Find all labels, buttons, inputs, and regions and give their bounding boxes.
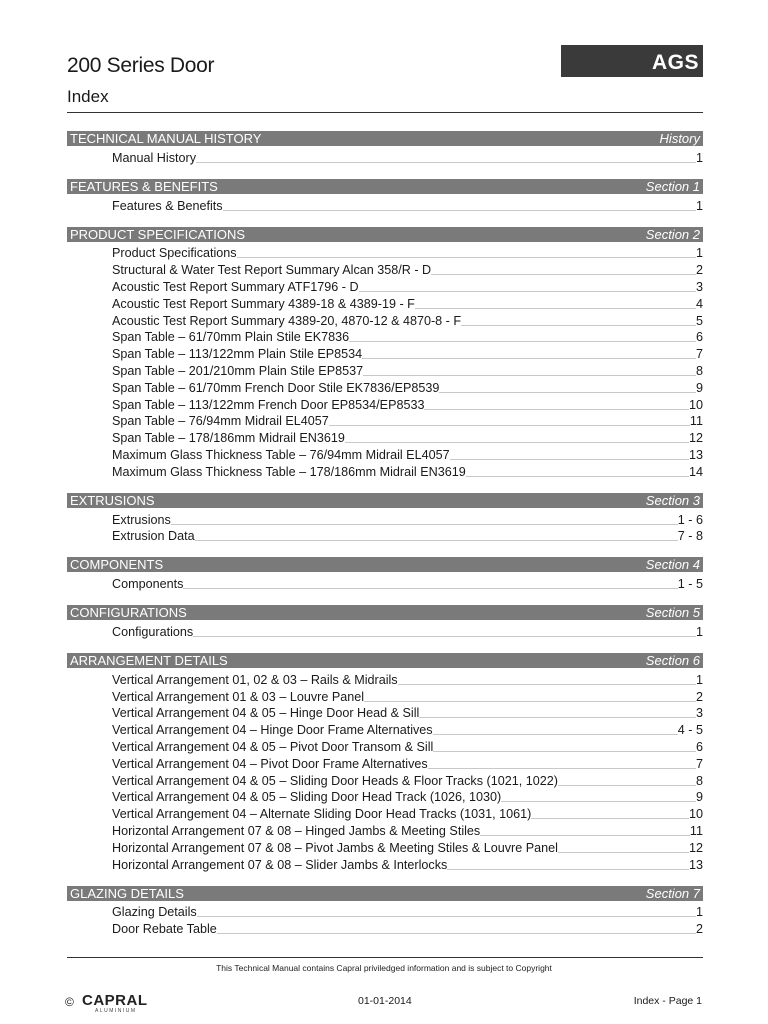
toc-entry[interactable]	[67, 510, 703, 527]
entry-page-number: 7	[695, 347, 703, 362]
toc-entry[interactable]	[67, 361, 703, 378]
entry-label: Components	[112, 577, 184, 592]
dot-leader	[558, 785, 696, 786]
entry-label: Horizontal Arrangement 07 & 08 – Hinged Jambs & Meeting Stiles	[112, 823, 481, 838]
dot-leader	[424, 409, 689, 410]
section-header	[67, 557, 703, 572]
toc-entry[interactable]	[67, 311, 703, 328]
entry-page-number: 4	[695, 296, 703, 311]
entry-page-number: 11	[689, 414, 703, 429]
entry-page-number: 7 - 8	[677, 529, 703, 544]
entry-page-number: 12	[688, 431, 703, 446]
toc-section	[67, 653, 703, 872]
dot-leader	[501, 801, 696, 802]
copyright-notice: This Technical Manual contains Capral priviledged information and is subject to Copyright	[216, 963, 552, 973]
toc-entry[interactable]	[67, 148, 703, 165]
dot-leader	[428, 768, 696, 769]
dot-leader	[193, 636, 696, 637]
dot-leader	[345, 442, 689, 443]
entry-page-number: 4 - 5	[677, 723, 703, 738]
dot-leader	[237, 257, 696, 258]
dot-leader	[398, 684, 696, 685]
entry-label: Features & Benefits	[112, 198, 223, 213]
toc-entry[interactable]	[67, 771, 703, 788]
entry-page-number: 3	[695, 279, 703, 294]
entry-page-number: 6	[695, 330, 703, 345]
entry-label: Horizontal Arrangement 07 & 08 – Pivot Jambs & Meeting Stiles & Louvre Panel	[112, 840, 558, 855]
entry-page-number: 6	[695, 739, 703, 754]
entry-page-number: 8	[695, 773, 703, 788]
entry-page-number: 1 - 5	[677, 577, 703, 592]
entry-label: Vertical Arrangement 04 & 05 – Hinge Door Head & Sill	[112, 706, 420, 721]
dot-leader	[197, 916, 696, 917]
dot-leader	[183, 588, 677, 589]
entry-label: Span Table – 113/122mm Plain Stile EP8534	[112, 347, 363, 362]
entry-label: Product Specifications	[112, 246, 237, 261]
entry-page-number: 8	[695, 363, 703, 378]
entry-page-number: 3	[695, 706, 703, 721]
section-title: FEATURES & BENEFITS	[70, 178, 218, 194]
toc-entry[interactable]	[67, 344, 703, 361]
toc-entry[interactable]	[67, 737, 703, 754]
footer-page-number: Index - Page 1	[633, 995, 702, 1007]
entry-label: Vertical Arrangement 04 & 05 – Pivot Door Transom & Sill	[112, 739, 434, 754]
section-tag: Section 3	[645, 492, 700, 508]
dot-leader	[223, 210, 696, 211]
entry-page-number: 10	[688, 397, 703, 412]
entry-page-number: 5	[695, 313, 703, 328]
entry-page-number: 1	[695, 672, 703, 687]
entry-label: Structural & Water Test Report Summary Alcan 358/R - D	[112, 263, 432, 278]
entry-page-number: 9	[695, 790, 703, 805]
section-tag: Section 1	[645, 178, 700, 194]
entry-label: Maximum Glass Thickness Table – 178/186mm Midrail EN3619	[112, 464, 466, 479]
toc-entry[interactable]	[67, 412, 703, 429]
entry-page-number: 1	[695, 905, 703, 920]
entry-label: Span Table – 61/70mm French Door Stile EK7836/EP8539	[112, 380, 440, 395]
toc-entry[interactable]	[67, 903, 703, 920]
section-header	[67, 179, 703, 194]
entry-label: Span Table – 178/186mm Midrail EN3619	[112, 431, 345, 446]
toc-section	[67, 179, 703, 213]
entry-page-number: 2	[695, 922, 703, 937]
toc-entry[interactable]	[67, 754, 703, 771]
footer-divider	[67, 957, 703, 958]
toc-entry[interactable]	[67, 260, 703, 277]
toc-section	[67, 493, 703, 544]
dot-leader	[433, 734, 678, 735]
dot-leader	[415, 308, 696, 309]
entry-page-number: 1	[695, 150, 703, 165]
section-tag: Section 2	[645, 226, 700, 242]
toc-entry[interactable]	[67, 574, 703, 591]
entry-label: Vertical Arrangement 04 – Alternate Sliding Door Head Tracks (1031, 1061)	[112, 807, 532, 822]
dot-leader	[431, 274, 696, 275]
dot-leader	[433, 751, 696, 752]
entry-page-number: 10	[688, 807, 703, 822]
entry-page-number: 2	[695, 263, 703, 278]
toc-entry[interactable]	[67, 395, 703, 412]
header-divider	[67, 112, 703, 113]
toc-entry[interactable]	[67, 704, 703, 721]
entry-label: Glazing Details	[112, 905, 197, 920]
toc-entry[interactable]	[67, 277, 703, 294]
section-header	[67, 493, 703, 508]
entry-label: Manual History	[112, 150, 196, 165]
toc-entry[interactable]	[67, 804, 703, 821]
toc-entry[interactable]	[67, 838, 703, 855]
dot-leader	[359, 291, 696, 292]
copyright-symbol: ©	[65, 995, 74, 1009]
toc-entry[interactable]	[67, 855, 703, 872]
entry-label: Span Table – 201/210mm Plain Stile EP8537	[112, 363, 364, 378]
dot-leader	[363, 375, 696, 376]
entry-page-number: 7	[695, 756, 703, 771]
toc-entry[interactable]	[67, 821, 703, 838]
entry-label: Vertical Arrangement 04 – Pivot Door Frame Alternatives	[112, 756, 428, 771]
toc-entry[interactable]	[67, 788, 703, 805]
toc-entry[interactable]	[67, 244, 703, 261]
entry-label: Extrusions	[112, 512, 171, 527]
section-tag: Section 4	[645, 557, 700, 573]
dot-leader	[364, 701, 696, 702]
entry-label: Span Table – 113/122mm French Door EP8534/EP8533	[112, 397, 425, 412]
entry-label: Span Table – 61/70mm Plain Stile EK7836	[112, 330, 350, 345]
entry-page-number: 13	[688, 447, 703, 462]
section-tag: Section 6	[645, 652, 700, 668]
dot-leader	[329, 425, 690, 426]
entry-label: Vertical Arrangement 04 & 05 – Sliding Door Head Track (1026, 1030)	[112, 790, 502, 805]
toc-entry[interactable]	[67, 445, 703, 462]
dot-leader	[196, 162, 696, 163]
entry-page-number: 9	[695, 380, 703, 395]
entry-page-number: 1	[695, 198, 703, 213]
dot-leader	[558, 852, 689, 853]
dot-leader	[419, 717, 696, 718]
entry-label: Door Rebate Table	[112, 922, 217, 937]
section-title: CONFIGURATIONS	[70, 605, 187, 621]
section-header	[67, 653, 703, 668]
entry-page-number: 1 - 6	[677, 512, 703, 527]
dot-leader	[447, 869, 689, 870]
toc-section	[67, 227, 703, 479]
entry-page-number: 13	[688, 857, 703, 872]
entry-label: Horizontal Arrangement 07 & 08 – Slider Jambs & Interlocks	[112, 857, 448, 872]
entry-label: Span Table – 76/94mm Midrail EL4057	[112, 414, 329, 429]
entry-label: Vertical Arrangement 01 & 03 – Louvre Panel	[112, 689, 365, 704]
toc-entry[interactable]	[67, 462, 703, 479]
dot-leader	[531, 818, 689, 819]
section-header	[67, 886, 703, 901]
section-header	[67, 227, 703, 242]
toc-entry[interactable]	[67, 919, 703, 936]
entry-label: Maximum Glass Thickness Table – 76/94mm Midrail EL4057	[112, 447, 450, 462]
entry-page-number: 1	[695, 624, 703, 639]
entry-label: Vertical Arrangement 04 – Hinge Door Frame Alternatives	[112, 723, 433, 738]
entry-page-number: 2	[695, 689, 703, 704]
section-title: ARRANGEMENT DETAILS	[70, 652, 228, 668]
toc-section	[67, 557, 703, 591]
page-title: 200 Series Door	[67, 54, 215, 77]
toc-entry[interactable]	[67, 378, 703, 395]
entry-page-number: 11	[689, 823, 703, 838]
dot-leader	[439, 392, 696, 393]
section-title: TECHNICAL MANUAL HISTORY	[70, 131, 262, 146]
dot-leader	[349, 341, 696, 342]
toc-section	[67, 131, 703, 165]
section-tag: Section 7	[645, 885, 700, 901]
capral-logo-subtext: ALUMINIUM	[95, 1008, 137, 1014]
entry-page-number: 12	[688, 840, 703, 855]
section-header	[67, 131, 703, 146]
entry-label: Vertical Arrangement 01, 02 & 03 – Rails & Midrails	[112, 672, 398, 687]
toc-entry[interactable]	[67, 720, 703, 737]
section-header	[67, 605, 703, 620]
section-title: PRODUCT SPECIFICATIONS	[70, 226, 246, 242]
entry-label: Configurations	[112, 624, 194, 639]
capral-logo: CAPRAL	[82, 992, 148, 1009]
toc-entry[interactable]	[67, 622, 703, 639]
dot-leader	[195, 540, 678, 541]
ags-logo: AGS	[561, 45, 703, 77]
dot-leader	[450, 459, 689, 460]
section-tag: History	[659, 131, 700, 146]
footer-date: 01-01-2014	[358, 995, 412, 1007]
toc-entry[interactable]	[67, 196, 703, 213]
section-title: COMPONENTS	[70, 557, 164, 573]
entry-label: Acoustic Test Report Summary 4389-20, 4870-12 & 4870-8 - F	[112, 313, 462, 328]
toc-section	[67, 605, 703, 639]
toc-section	[67, 886, 703, 937]
section-title: EXTRUSIONS	[70, 492, 155, 508]
toc-entry[interactable]	[67, 527, 703, 544]
dot-leader	[461, 325, 696, 326]
dot-leader	[466, 476, 689, 477]
toc-entry[interactable]	[67, 687, 703, 704]
table-of-contents	[67, 131, 703, 950]
entry-page-number: 1	[695, 246, 703, 261]
entry-page-number: 14	[688, 464, 703, 479]
toc-entry[interactable]	[67, 328, 703, 345]
section-tag: Section 5	[645, 605, 700, 621]
dot-leader	[217, 933, 696, 934]
section-title: GLAZING DETAILS	[70, 885, 184, 901]
toc-entry[interactable]	[67, 294, 703, 311]
entry-label: Extrusion Data	[112, 529, 195, 544]
dot-leader	[362, 358, 696, 359]
toc-entry[interactable]	[67, 428, 703, 445]
page-subtitle: Index	[67, 87, 109, 106]
entry-label: Acoustic Test Report Summary 4389-18 & 4389-19 - F	[112, 296, 415, 311]
toc-entry[interactable]	[67, 670, 703, 687]
dot-leader	[171, 524, 678, 525]
dot-leader	[480, 835, 690, 836]
entry-label: Acoustic Test Report Summary ATF1796 - D	[112, 279, 359, 294]
entry-label: Vertical Arrangement 04 & 05 – Sliding Door Heads & Floor Tracks (1021, 1022)	[112, 773, 558, 788]
